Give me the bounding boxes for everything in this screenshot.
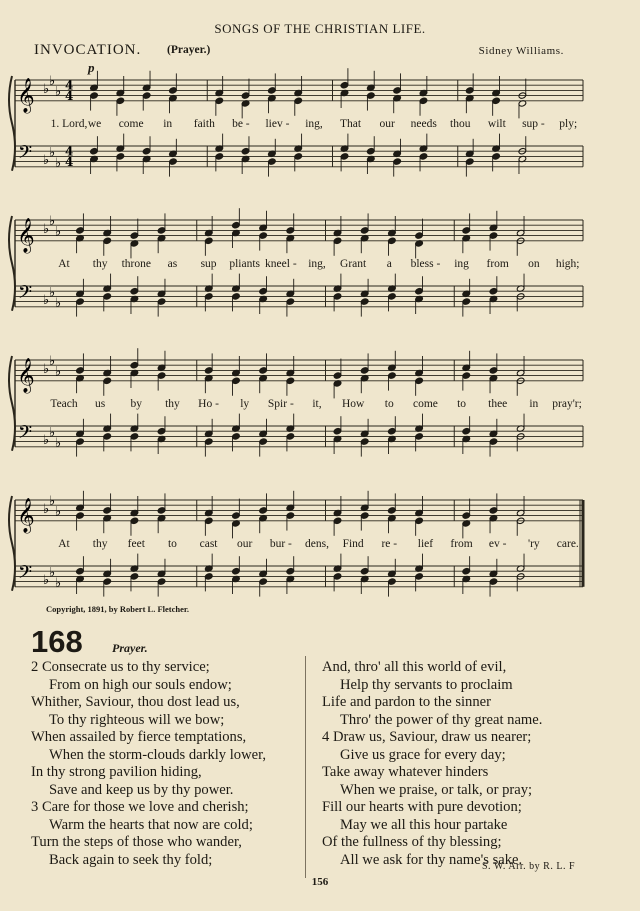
lyric-syllable: pliants — [229, 258, 261, 270]
stanza-line: Whither, Saviour, thou dost lead us, — [31, 694, 240, 710]
bass-clef: 𝄢 — [18, 422, 33, 448]
lyric-syllable: sup - — [522, 118, 545, 130]
stanza-line: Help thy servants to proclaim — [340, 676, 513, 693]
lyric-syllable: At — [58, 258, 70, 270]
lyric-syllable: Find — [342, 538, 364, 550]
column-divider — [305, 656, 306, 878]
music-score — [0, 60, 640, 605]
time-signature: 4 — [65, 144, 74, 159]
lyric-syllable: our — [379, 118, 395, 130]
lyric-syllable: faith — [193, 118, 215, 130]
key-flat: ♭ — [55, 504, 62, 520]
lyric-syllable: to — [457, 398, 467, 410]
lyric-syllable: dens, — [305, 538, 329, 550]
lyric-syllable: it, — [312, 398, 322, 410]
lyric-syllable: feet — [127, 538, 145, 550]
lyric-syllable: cast — [199, 538, 218, 550]
lyric-syllable: ly — [240, 398, 250, 410]
stanza-line: Turn the steps of those who wander, — [31, 834, 242, 850]
lyric-syllable: we — [87, 118, 102, 130]
stanzas-right-column — [322, 659, 622, 869]
lyric-syllable: us — [95, 398, 106, 410]
stanza-line: Back again to seek thy fold; — [49, 851, 213, 868]
stanza-line: 4 Draw us, Saviour, draw us nearer; — [322, 729, 532, 745]
stanza-line: When assailed by fierce temptations, — [31, 729, 247, 745]
composer-credit: Sidney Williams. — [478, 45, 564, 57]
lyric-syllable: ev - — [488, 538, 507, 550]
key-flat: ♭ — [55, 84, 62, 100]
lyric-syllable: Grant — [340, 258, 367, 270]
lyric-line — [0, 258, 640, 274]
treble-clef: 𝄞 — [17, 357, 35, 393]
stanza-line: When the storm-clouds darkly lower, — [49, 746, 267, 763]
lyric-syllable: At — [58, 538, 70, 550]
lyric-syllable: 1. Lord, — [50, 118, 88, 130]
lyric-syllable: ing, — [305, 118, 323, 130]
key-flat: ♭ — [49, 214, 56, 230]
lyric-syllable: ing — [454, 258, 469, 270]
time-signature: 4 — [65, 88, 74, 103]
lyric-syllable: How — [341, 398, 365, 410]
lyric-syllable: bur - — [269, 538, 292, 550]
stanza-line: Thro' the power of thy great name. — [340, 711, 543, 728]
stanza-line: And, thro' all this world of evil, — [322, 659, 507, 675]
lyric-syllable: be - — [232, 118, 250, 130]
stanza-line: 3 Care for those we love and cherish; — [31, 799, 249, 815]
key-flat: ♭ — [49, 74, 56, 90]
lyric-syllable: as — [167, 258, 178, 270]
lyric-syllable: come — [412, 398, 438, 410]
lyric-syllable: wilt — [487, 118, 506, 130]
key-flat: ♭ — [49, 565, 56, 581]
key-flat: ♭ — [43, 82, 50, 97]
page-number: 156 — [311, 876, 329, 888]
stanza-line: When we praise, or talk, or pray; — [340, 781, 533, 798]
lyric-line — [0, 118, 640, 134]
lyric-syllable: pray'r; — [552, 398, 582, 410]
key-flat: ♭ — [55, 575, 62, 591]
lyric-syllable: needs — [410, 118, 437, 130]
lyric-line — [0, 398, 640, 414]
bass-clef: 𝄢 — [18, 142, 33, 168]
key-flat: ♭ — [55, 364, 62, 380]
stanza-line: In thy strong pavilion hiding, — [31, 764, 202, 780]
key-flat: ♭ — [43, 362, 50, 377]
lyric-syllable: Ho - — [198, 398, 219, 410]
lyric-syllable: liev - — [265, 118, 290, 130]
key-flat: ♭ — [49, 354, 56, 370]
stanza-line: Take away whatever hinders — [322, 764, 489, 780]
copyright-notice: Copyright, 1891, by Robert L. Fletcher. — [46, 604, 189, 614]
time-signature: 4 — [65, 154, 74, 169]
bass-clef: 𝄢 — [18, 282, 33, 308]
lyric-syllable: thou — [450, 118, 471, 130]
lyric-syllable: thy — [92, 538, 108, 550]
lyric-syllable: kneel - — [265, 258, 297, 270]
lyric-syllable: thee — [488, 398, 508, 410]
key-flat: ♭ — [43, 153, 50, 169]
lyric-syllable: That — [340, 118, 362, 130]
key-flat: ♭ — [49, 425, 56, 441]
key-flat: ♭ — [43, 573, 50, 589]
treble-clef: 𝄞 — [17, 77, 35, 113]
running-header: SONGS OF THE CHRISTIAN LIFE. — [214, 21, 426, 36]
key-flat: ♭ — [55, 435, 62, 451]
stanza-line: Save and keep us by thy power. — [49, 781, 234, 798]
lyric-syllable: a — [386, 258, 392, 270]
lyric-syllable: bless - — [410, 258, 441, 270]
lyric-syllable: ing, — [308, 258, 326, 270]
lyric-syllable: in — [163, 118, 173, 130]
key-flat: ♭ — [43, 433, 50, 449]
dynamic-marking: p — [88, 60, 95, 75]
lyric-syllable: Teach — [50, 398, 78, 410]
lyric-syllable: in — [529, 398, 539, 410]
lyric-line — [0, 538, 640, 554]
key-flat: ♭ — [49, 494, 56, 510]
lyric-syllable: our — [237, 538, 253, 550]
lyric-syllable: come — [118, 118, 144, 130]
bass-clef: 𝄢 — [18, 562, 33, 588]
stanza-line: From on high our souls endow; — [49, 676, 232, 693]
lyric-syllable: care. — [556, 538, 579, 550]
lyric-syllable: on — [528, 258, 540, 270]
lyric-syllable: high; — [555, 258, 580, 270]
lyric-syllable: thy — [165, 398, 180, 410]
lyric-syllable: throne — [121, 258, 151, 270]
stanza-line: Fill our hearts with pure devotion; — [322, 799, 522, 815]
lyric-syllable: Spir - — [267, 398, 294, 410]
score-notation — [0, 60, 640, 605]
lyric-syllable: to — [167, 538, 177, 550]
key-flat: ♭ — [43, 293, 50, 309]
hymn-attribution: S. W. Arr. by R. L. F — [482, 861, 576, 872]
lyric-syllable: sup — [200, 258, 217, 270]
lyric-syllable: re - — [381, 538, 398, 550]
hymn-number: 168 — [31, 624, 83, 659]
lyric-syllable: to — [384, 398, 394, 410]
key-flat: ♭ — [43, 222, 50, 237]
stanza-line: All we ask for thy name's sake. — [340, 851, 523, 868]
key-flat: ♭ — [55, 155, 62, 171]
key-flat: ♭ — [55, 224, 62, 240]
stanza-line: Warm the hearts that now are cold; — [49, 816, 253, 833]
lyric-syllable: ply; — [559, 118, 578, 130]
hymn-subtitle: Prayer. — [112, 641, 148, 655]
time-signature: 4 — [65, 78, 74, 93]
key-flat: ♭ — [49, 285, 56, 301]
lyric-syllable: thy — [92, 258, 108, 270]
tune-name: INVOCATION. — [34, 42, 142, 58]
treble-clef: 𝄞 — [17, 217, 35, 253]
treble-clef: 𝄞 — [17, 497, 35, 533]
key-flat: ♭ — [49, 145, 56, 161]
tune-meter: (Prayer.) — [167, 44, 211, 56]
stanza-line: To thy righteous will we bow; — [49, 711, 225, 728]
stanza-line: May we all this hour partake — [340, 816, 508, 833]
stanza-line: Give us grace for every day; — [340, 746, 506, 763]
tune-title-row — [34, 42, 564, 62]
key-flat: ♭ — [55, 295, 62, 311]
lyric-syllable: by — [130, 398, 143, 410]
key-flat: ♭ — [43, 502, 50, 517]
stanzas-left-column — [31, 659, 301, 869]
lyric-syllable: lief — [417, 538, 434, 550]
stanza-line: 2 Consecrate us to thy service; — [31, 659, 210, 675]
stanza-line: Life and pardon to the sinner — [322, 694, 491, 710]
lyric-syllable: from — [450, 538, 473, 550]
lyric-syllable: from — [486, 258, 509, 270]
stanza-line: Of the fullness of thy blessing; — [322, 834, 502, 850]
lyric-syllable: 'ry — [528, 538, 540, 550]
